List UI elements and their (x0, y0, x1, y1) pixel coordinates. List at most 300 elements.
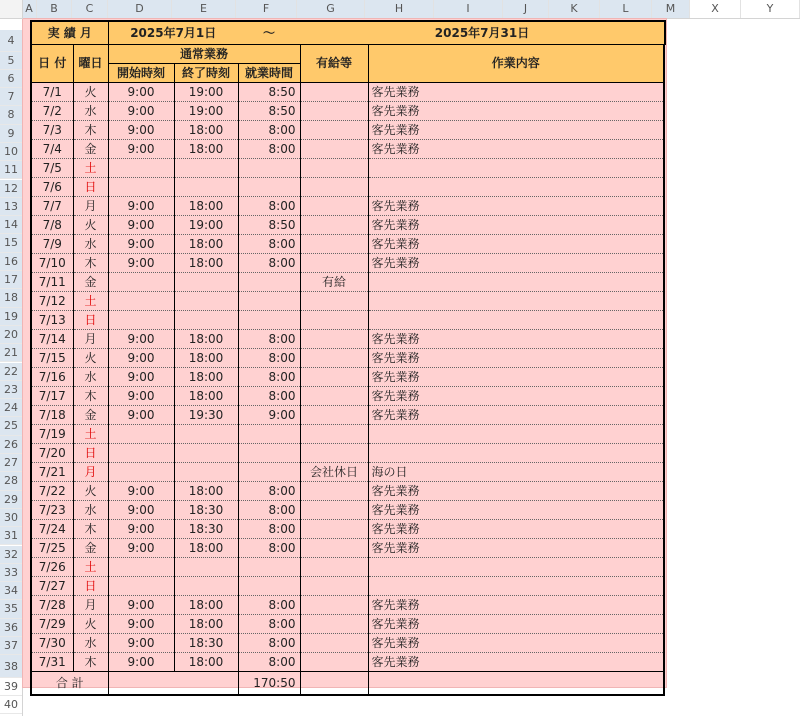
paid-leave-cell[interactable] (300, 102, 368, 121)
date-cell[interactable]: 7/17 (31, 387, 73, 406)
weekday-cell[interactable]: 水 (73, 102, 108, 121)
total-label[interactable]: 合 計 (31, 672, 108, 696)
weekday-cell[interactable]: 水 (73, 368, 108, 387)
end-time-cell[interactable]: 18:30 (174, 501, 238, 520)
work-hours-cell[interactable] (238, 425, 300, 444)
end-time-cell[interactable]: 18:30 (174, 520, 238, 539)
row-header-37[interactable]: 37 (0, 637, 22, 655)
work-content-cell[interactable]: 客先業務 (368, 197, 664, 216)
row-header-9[interactable]: 9 (0, 125, 22, 143)
tilde-cell[interactable]: ～ (238, 21, 300, 45)
end-time-cell[interactable] (174, 292, 238, 311)
date-cell[interactable]: 7/23 (31, 501, 73, 520)
end-time-cell[interactable]: 19:30 (174, 406, 238, 425)
work-content-cell[interactable]: 客先業務 (368, 406, 664, 425)
start-time-cell[interactable]: 9:00 (108, 501, 174, 520)
title-row (31, 21, 665, 45)
start-time-cell[interactable]: 9:00 (108, 216, 174, 235)
work-hours-cell[interactable] (238, 178, 300, 197)
paid-leave-cell[interactable] (300, 406, 368, 425)
start-time-cell[interactable]: 9:00 (108, 406, 174, 425)
table-row (31, 254, 665, 273)
end-time-cell[interactable]: 19:00 (174, 102, 238, 121)
start-time-header[interactable]: 開始時刻 (108, 64, 174, 83)
column-header-j[interactable]: J (503, 0, 549, 18)
paid-leave-cell[interactable] (300, 482, 368, 501)
start-time-cell[interactable] (108, 444, 174, 463)
paid-leave-header[interactable]: 有給等 (300, 45, 368, 83)
work-content-cell[interactable] (368, 159, 664, 178)
paid-leave-cell[interactable] (300, 311, 368, 330)
row-header-21[interactable]: 21 (0, 344, 22, 362)
row-header-5[interactable]: 5 (0, 52, 22, 70)
start-time-cell[interactable]: 9:00 (108, 615, 174, 634)
date-cell[interactable]: 7/20 (31, 444, 73, 463)
paid-leave-cell[interactable] (300, 292, 368, 311)
date-cell[interactable]: 7/22 (31, 482, 73, 501)
date-header[interactable]: 日 付 (31, 45, 73, 83)
column-header-l[interactable]: L (600, 0, 652, 18)
work-hours-cell[interactable]: 9:00 (238, 406, 300, 425)
work-content-cell[interactable]: 客先業務 (368, 368, 664, 387)
start-time-cell[interactable]: 9:00 (108, 596, 174, 615)
work-content-cell[interactable]: 客先業務 (368, 121, 664, 140)
paid-leave-cell[interactable] (300, 577, 368, 596)
column-header-y[interactable]: Y (741, 0, 800, 18)
work-content-cell[interactable] (368, 444, 664, 463)
end-time-cell[interactable]: 18:00 (174, 330, 238, 349)
weekday-cell[interactable]: 土 (73, 558, 108, 577)
end-time-header[interactable]: 終了時刻 (174, 64, 238, 83)
work-content-cell[interactable]: 海の日 (368, 463, 664, 482)
row-header-10[interactable]: 10 (0, 143, 22, 161)
row-header-32[interactable]: 32 (0, 546, 22, 564)
weekday-cell[interactable]: 金 (73, 539, 108, 558)
work-content-cell[interactable]: 客先業務 (368, 254, 664, 273)
row-header-13[interactable]: 13 (0, 198, 22, 216)
weekday-cell[interactable]: 火 (73, 482, 108, 501)
start-time-cell[interactable] (108, 577, 174, 596)
work-content-cell[interactable]: 客先業務 (368, 349, 664, 368)
end-time-cell[interactable]: 18:00 (174, 387, 238, 406)
row-header-22[interactable]: 22 (0, 363, 22, 381)
paid-leave-cell[interactable] (300, 159, 368, 178)
start-time-cell[interactable] (108, 178, 174, 197)
work-hours-cell[interactable]: 8:00 (238, 520, 300, 539)
start-time-cell[interactable]: 9:00 (108, 330, 174, 349)
header-row-1 (31, 45, 665, 64)
weekday-cell[interactable]: 火 (73, 83, 108, 102)
work-content-cell[interactable]: 客先業務 (368, 235, 664, 254)
start-time-cell[interactable]: 9:00 (108, 140, 174, 159)
work-content-cell[interactable]: 客先業務 (368, 140, 664, 159)
end-time-cell[interactable]: 18:00 (174, 596, 238, 615)
weekday-cell[interactable]: 日 (73, 178, 108, 197)
end-time-cell[interactable] (174, 159, 238, 178)
date-cell[interactable]: 7/29 (31, 615, 73, 634)
work-content-header[interactable]: 作業内容 (368, 45, 664, 83)
date-cell[interactable]: 7/18 (31, 406, 73, 425)
column-header-m[interactable]: M (652, 0, 690, 18)
work-content-cell[interactable]: 客先業務 (368, 330, 664, 349)
start-time-cell[interactable]: 9:00 (108, 83, 174, 102)
end-time-cell[interactable]: 18:00 (174, 539, 238, 558)
row-header-25[interactable]: 25 (0, 417, 22, 435)
start-time-cell[interactable]: 9:00 (108, 482, 174, 501)
work-content-cell[interactable] (368, 273, 664, 292)
row-header-34[interactable]: 34 (0, 582, 22, 600)
work-content-cell[interactable]: 客先業務 (368, 520, 664, 539)
paid-leave-cell[interactable] (300, 330, 368, 349)
row-header-12[interactable]: 12 (0, 180, 22, 198)
work-content-cell[interactable]: 客先業務 (368, 216, 664, 235)
row-header-14[interactable]: 14 (0, 216, 22, 234)
paid-leave-cell[interactable] (300, 653, 368, 672)
row-header-11[interactable]: 11 (0, 161, 22, 179)
row-header-26[interactable]: 26 (0, 436, 22, 454)
work-content-cell[interactable]: 客先業務 (368, 596, 664, 615)
weekday-cell[interactable]: 月 (73, 596, 108, 615)
work-hours-cell[interactable]: 8:00 (238, 387, 300, 406)
work-content-cell[interactable] (368, 311, 664, 330)
paid-leave-cell[interactable] (300, 425, 368, 444)
total-leave-blank[interactable] (300, 672, 368, 696)
row-header-18[interactable]: 18 (0, 289, 22, 307)
end-time-cell[interactable]: 19:00 (174, 83, 238, 102)
row-header-39[interactable]: 39 (0, 678, 22, 696)
work-content-cell[interactable]: 客先業務 (368, 387, 664, 406)
weekday-cell[interactable]: 木 (73, 254, 108, 273)
end-time-cell[interactable]: 18:00 (174, 235, 238, 254)
date-cell[interactable]: 7/3 (31, 121, 73, 140)
date-cell[interactable]: 7/10 (31, 254, 73, 273)
row-header-30[interactable]: 30 (0, 509, 22, 527)
weekday-cell[interactable]: 月 (73, 330, 108, 349)
weekday-cell[interactable]: 水 (73, 501, 108, 520)
work-hours-cell[interactable]: 8:00 (238, 140, 300, 159)
date-cell[interactable]: 7/30 (31, 634, 73, 653)
start-time-cell[interactable]: 9:00 (108, 349, 174, 368)
weekday-cell[interactable]: 火 (73, 615, 108, 634)
end-time-cell[interactable]: 18:00 (174, 349, 238, 368)
paid-leave-cell[interactable] (300, 140, 368, 159)
column-header-h[interactable]: H (365, 0, 434, 18)
weekday-cell[interactable]: 金 (73, 140, 108, 159)
regular-work-header[interactable]: 通常業務 (108, 45, 300, 64)
paid-leave-cell[interactable] (300, 349, 368, 368)
column-header-k[interactable]: K (549, 0, 600, 18)
column-header-g[interactable]: G (297, 0, 365, 18)
paid-leave-cell[interactable] (300, 539, 368, 558)
row-header-16[interactable]: 16 (0, 253, 22, 271)
start-time-cell[interactable]: 9:00 (108, 368, 174, 387)
date-cell[interactable]: 7/9 (31, 235, 73, 254)
select-all-corner[interactable] (0, 0, 23, 19)
start-time-cell[interactable]: 9:00 (108, 634, 174, 653)
work-hours-cell[interactable] (238, 273, 300, 292)
start-time-cell[interactable]: 9:00 (108, 102, 174, 121)
end-time-cell[interactable] (174, 577, 238, 596)
end-time-cell[interactable]: 18:00 (174, 197, 238, 216)
paid-leave-cell[interactable] (300, 615, 368, 634)
end-time-cell[interactable]: 18:00 (174, 653, 238, 672)
date-cell[interactable]: 7/1 (31, 83, 73, 102)
date-cell[interactable]: 7/2 (31, 102, 73, 121)
paid-leave-cell[interactable] (300, 216, 368, 235)
end-time-cell[interactable]: 18:30 (174, 634, 238, 653)
start-date-cell[interactable]: 2025年7月1日 (108, 21, 238, 45)
weekday-cell[interactable]: 火 (73, 216, 108, 235)
row-header-19[interactable]: 19 (0, 308, 22, 326)
work-hours-cell[interactable]: 8:50 (238, 216, 300, 235)
weekday-cell[interactable]: 月 (73, 463, 108, 482)
table-row (31, 653, 665, 672)
paid-leave-cell[interactable] (300, 254, 368, 273)
end-time-cell[interactable] (174, 178, 238, 197)
end-time-cell[interactable] (174, 558, 238, 577)
date-cell[interactable]: 7/16 (31, 368, 73, 387)
end-time-cell[interactable] (174, 311, 238, 330)
work-hours-cell[interactable]: 8:00 (238, 235, 300, 254)
column-header-c[interactable]: C (72, 0, 108, 18)
work-content-cell[interactable]: 客先業務 (368, 83, 664, 102)
date-cell[interactable]: 7/21 (31, 463, 73, 482)
total-row (31, 672, 665, 696)
work-hours-cell[interactable]: 8:50 (238, 83, 300, 102)
table-row (31, 121, 665, 140)
end-time-cell[interactable] (174, 425, 238, 444)
work-content-cell[interactable]: 客先業務 (368, 653, 664, 672)
work-content-cell[interactable]: 客先業務 (368, 539, 664, 558)
title-filler[interactable] (664, 21, 665, 45)
total-hours[interactable]: 170:50 (238, 672, 300, 696)
end-time-cell[interactable]: 18:00 (174, 140, 238, 159)
date-cell[interactable]: 7/25 (31, 539, 73, 558)
work-hours-cell[interactable]: 8:00 (238, 596, 300, 615)
table-row (31, 596, 665, 615)
work-hours-cell[interactable]: 8:00 (238, 615, 300, 634)
start-time-cell[interactable] (108, 311, 174, 330)
work-content-cell[interactable]: 客先業務 (368, 501, 664, 520)
work-hours-cell[interactable]: 8:00 (238, 121, 300, 140)
weekday-cell[interactable]: 木 (73, 653, 108, 672)
work-content-cell[interactable]: 客先業務 (368, 634, 664, 653)
work-hours-cell[interactable]: 8:00 (238, 368, 300, 387)
row-header-6[interactable]: 6 (0, 70, 22, 88)
row-header-17[interactable]: 17 (0, 271, 22, 289)
weekday-cell[interactable]: 木 (73, 387, 108, 406)
work-hours-cell[interactable]: 8:00 (238, 254, 300, 273)
title-label[interactable]: 実 績 月 (31, 21, 108, 45)
end-time-cell[interactable]: 18:00 (174, 615, 238, 634)
end-time-cell[interactable]: 18:00 (174, 254, 238, 273)
row-header-15[interactable]: 15 (0, 234, 22, 252)
weekday-cell[interactable]: 木 (73, 121, 108, 140)
start-time-cell[interactable] (108, 159, 174, 178)
date-cell[interactable]: 7/24 (31, 520, 73, 539)
table-row (31, 444, 665, 463)
paid-leave-cell[interactable] (300, 121, 368, 140)
weekday-cell[interactable]: 火 (73, 349, 108, 368)
column-header-e[interactable]: E (172, 0, 236, 18)
start-time-cell[interactable]: 9:00 (108, 539, 174, 558)
row-header-33[interactable]: 33 (0, 564, 22, 582)
paid-leave-cell[interactable] (300, 178, 368, 197)
work-hours-header[interactable]: 就業時間 (238, 64, 300, 83)
end-time-cell[interactable]: 18:00 (174, 482, 238, 501)
date-cell[interactable]: 7/26 (31, 558, 73, 577)
row-header-35[interactable]: 35 (0, 600, 22, 618)
total-blank[interactable] (108, 672, 238, 696)
date-cell[interactable]: 7/12 (31, 292, 73, 311)
row-header-23[interactable]: 23 (0, 381, 22, 399)
start-time-cell[interactable] (108, 292, 174, 311)
row-header-27[interactable]: 27 (0, 454, 22, 472)
end-time-cell[interactable]: 18:00 (174, 368, 238, 387)
start-time-cell[interactable]: 9:00 (108, 653, 174, 672)
paid-leave-cell[interactable] (300, 197, 368, 216)
end-time-cell[interactable] (174, 273, 238, 292)
date-cell[interactable]: 7/7 (31, 197, 73, 216)
weekday-cell[interactable]: 日 (73, 577, 108, 596)
row-header-40[interactable]: 40 (0, 696, 22, 714)
work-hours-cell[interactable] (238, 577, 300, 596)
row-header-38[interactable]: 38 (0, 655, 22, 678)
work-content-cell[interactable] (368, 577, 664, 596)
date-cell[interactable]: 7/11 (31, 273, 73, 292)
row-header-36[interactable]: 36 (0, 619, 22, 637)
start-time-cell[interactable]: 9:00 (108, 121, 174, 140)
paid-leave-cell[interactable] (300, 634, 368, 653)
table-row (31, 235, 665, 254)
paid-leave-cell[interactable] (300, 520, 368, 539)
paid-leave-cell[interactable] (300, 235, 368, 254)
row-header-7[interactable]: 7 (0, 88, 22, 106)
row-header-8[interactable]: 8 (0, 106, 22, 124)
end-time-cell[interactable]: 19:00 (174, 216, 238, 235)
work-hours-cell[interactable]: 8:00 (238, 482, 300, 501)
table-row (31, 178, 665, 197)
work-hours-cell[interactable]: 8:00 (238, 330, 300, 349)
end-time-cell[interactable] (174, 444, 238, 463)
start-time-cell[interactable]: 9:00 (108, 520, 174, 539)
work-hours-cell[interactable]: 8:00 (238, 349, 300, 368)
work-hours-cell[interactable]: 8:00 (238, 539, 300, 558)
start-time-cell[interactable]: 9:00 (108, 254, 174, 273)
start-time-cell[interactable] (108, 463, 174, 482)
start-time-cell[interactable]: 9:00 (108, 387, 174, 406)
weekday-cell[interactable]: 土 (73, 292, 108, 311)
row-header-29[interactable]: 29 (0, 491, 22, 509)
column-header-b[interactable]: B (37, 0, 72, 18)
paid-leave-cell[interactable] (300, 387, 368, 406)
work-content-cell[interactable] (368, 178, 664, 197)
work-content-cell[interactable]: 客先業務 (368, 102, 664, 121)
date-cell[interactable]: 7/13 (31, 311, 73, 330)
work-hours-cell[interactable]: 8:00 (238, 197, 300, 216)
start-time-cell[interactable] (108, 425, 174, 444)
work-hours-cell[interactable] (238, 292, 300, 311)
start-time-cell[interactable]: 9:00 (108, 235, 174, 254)
weekday-cell[interactable]: 土 (73, 159, 108, 178)
paid-leave-cell[interactable] (300, 558, 368, 577)
work-hours-cell[interactable]: 8:00 (238, 501, 300, 520)
work-hours-cell[interactable]: 8:00 (238, 634, 300, 653)
work-hours-cell[interactable] (238, 311, 300, 330)
total-content-blank[interactable] (368, 672, 664, 696)
date-cell[interactable]: 7/28 (31, 596, 73, 615)
date-cell[interactable]: 7/4 (31, 140, 73, 159)
end-time-cell[interactable]: 18:00 (174, 121, 238, 140)
column-header-d[interactable]: D (108, 0, 172, 18)
work-hours-cell[interactable] (238, 558, 300, 577)
start-time-cell[interactable]: 9:00 (108, 197, 174, 216)
paid-leave-cell[interactable] (300, 596, 368, 615)
paid-leave-cell[interactable] (300, 83, 368, 102)
weekday-cell[interactable]: 水 (73, 235, 108, 254)
work-hours-cell[interactable] (238, 463, 300, 482)
weekday-cell[interactable]: 日 (73, 444, 108, 463)
weekday-cell[interactable]: 水 (73, 634, 108, 653)
column-header-f[interactable]: F (236, 0, 297, 18)
row-header-24[interactable]: 24 (0, 399, 22, 417)
weekday-cell[interactable]: 木 (73, 520, 108, 539)
work-hours-cell[interactable]: 8:50 (238, 102, 300, 121)
date-cell[interactable]: 7/15 (31, 349, 73, 368)
date-cell[interactable]: 7/14 (31, 330, 73, 349)
table-row (31, 520, 665, 539)
work-content-cell[interactable] (368, 425, 664, 444)
row-header-31[interactable]: 31 (0, 527, 22, 545)
row-header-4[interactable]: 4 (0, 30, 22, 52)
paid-leave-cell[interactable]: 会社休日 (300, 463, 368, 482)
paid-leave-cell[interactable] (300, 368, 368, 387)
row-header-28[interactable]: 28 (0, 472, 22, 490)
paid-leave-cell[interactable]: 有給 (300, 273, 368, 292)
date-cell[interactable]: 7/31 (31, 653, 73, 672)
work-content-cell[interactable]: 客先業務 (368, 615, 664, 634)
date-cell[interactable]: 7/8 (31, 216, 73, 235)
column-header-x[interactable]: X (690, 0, 741, 18)
work-hours-cell[interactable] (238, 444, 300, 463)
start-time-cell[interactable] (108, 558, 174, 577)
weekday-cell[interactable]: 金 (73, 406, 108, 425)
column-header-i[interactable]: I (434, 0, 503, 18)
weekday-header[interactable]: 曜日 (73, 45, 108, 83)
work-hours-cell[interactable]: 8:00 (238, 653, 300, 672)
date-cell[interactable]: 7/5 (31, 159, 73, 178)
weekday-cell[interactable]: 金 (73, 273, 108, 292)
work-content-cell[interactable]: 客先業務 (368, 482, 664, 501)
row-header-20[interactable]: 20 (0, 326, 22, 344)
weekday-cell[interactable]: 土 (73, 425, 108, 444)
end-date-cell[interactable]: 2025年7月31日 (300, 21, 664, 45)
paid-leave-cell[interactable] (300, 501, 368, 520)
date-cell[interactable]: 7/19 (31, 425, 73, 444)
work-content-cell[interactable] (368, 558, 664, 577)
date-cell[interactable]: 7/27 (31, 577, 73, 596)
column-header-a[interactable]: A (22, 0, 37, 18)
date-cell[interactable]: 7/6 (31, 178, 73, 197)
weekday-cell[interactable]: 日 (73, 311, 108, 330)
paid-leave-cell[interactable] (300, 444, 368, 463)
end-time-cell[interactable] (174, 463, 238, 482)
start-time-cell[interactable] (108, 273, 174, 292)
table-row (31, 558, 665, 577)
work-hours-cell[interactable] (238, 159, 300, 178)
work-content-cell[interactable] (368, 292, 664, 311)
weekday-cell[interactable]: 月 (73, 197, 108, 216)
